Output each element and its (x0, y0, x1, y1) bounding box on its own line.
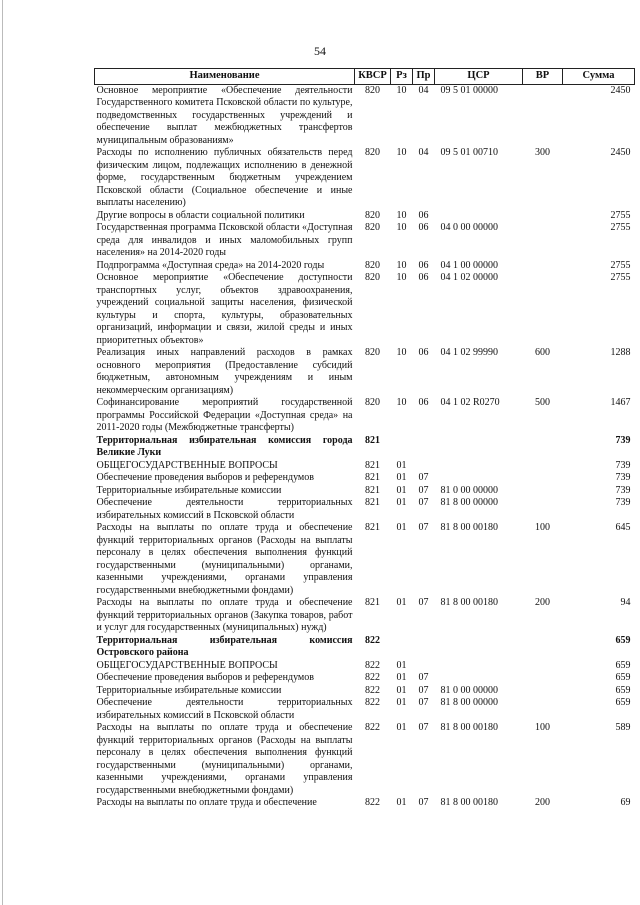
cell-pr: 07 (418, 722, 429, 733)
cell-sum: 659 (615, 684, 631, 696)
cell-sum: 645 (615, 522, 631, 533)
cell-kvsr: 820 (365, 84, 380, 96)
cell-pr: 07 (418, 497, 429, 508)
cell-pr (413, 660, 435, 673)
cell-sum: 659 (615, 634, 631, 646)
cell-name: Территориальная избирательная комиссия города Великие Луки (96, 434, 353, 458)
cell-pr: 07 (418, 522, 429, 533)
cell-vr (523, 435, 563, 460)
cell-name: Обеспечение проведения выборов и референдумов (96, 672, 314, 683)
cell-rz: 10 (396, 84, 407, 96)
table-row (95, 84, 635, 147)
cell-kvsr: 820 (365, 259, 380, 271)
cell-name: Расходы по исполнению публичных обязательств перед физическим лицом, подлежащих исполнению в денежной форме, государственным бюджетным учреждением Псковской области (Социальное обеспечение и иные выплаты населению) (96, 147, 353, 208)
cell-pr: 06 (418, 209, 429, 221)
cell-sum: 69 (620, 797, 631, 808)
header-vr: ВР (523, 69, 563, 85)
header-name: Наименование (95, 69, 355, 85)
cell-csr: 81 8 00 00180 (440, 597, 498, 608)
cell-rz: 01 (396, 797, 407, 808)
cell-pr: 07 (418, 797, 429, 808)
cell-kvsr: 822 (365, 659, 380, 671)
table-row (95, 697, 635, 722)
table-row (95, 460, 635, 473)
header-row (95, 69, 635, 85)
table-row (95, 685, 635, 698)
cell-sum: 739 (615, 459, 631, 471)
cell-rz: 01 (396, 597, 407, 608)
header-csr: ЦСР (435, 69, 523, 85)
cell-vr: 500 (535, 397, 550, 408)
cell-kvsr: 822 (365, 672, 380, 683)
cell-name: Территориальная избирательная комиссия Островского района (96, 634, 353, 658)
cell-rz: 01 (396, 522, 407, 533)
cell-kvsr: 822 (365, 797, 380, 808)
cell-name: Подпрограмма «Доступная среда» на 2014-2020 годы (96, 259, 325, 271)
cell-kvsr: 820 (365, 147, 380, 158)
cell-rz: 01 (396, 459, 407, 471)
cell-vr (523, 272, 563, 347)
table-row (95, 147, 635, 210)
cell-name: Основное мероприятие «Обеспечение деятельности Государственного комитета Псковской области по культуре, подведомственных государственных учреждений и обеспечение выплат межбюджетных трансфертов муниципальным образованиям» (96, 84, 353, 146)
cell-kvsr: 820 (365, 209, 380, 221)
cell-rz: 01 (396, 484, 407, 496)
cell-rz: 01 (396, 672, 407, 683)
cell-sum: 1467 (610, 397, 631, 408)
cell-vr: 200 (535, 797, 550, 808)
cell-sum: 739 (615, 434, 631, 446)
cell-name: Расходы на выплаты по оплате труда и обеспечение (96, 797, 317, 808)
cell-csr: 04 1 00 00000 (440, 259, 498, 271)
header-rz: Рз (391, 69, 413, 85)
cell-name: Расходы на выплаты по оплате труда и обеспечение функций территориальных органов (Расходы на выплаты персоналу в целях обеспечения выполнения функций государственными (муниципальными) органами, казенными учреждениями, органами управления государственными внебюджетными фондами) (96, 522, 353, 596)
table-row (95, 660, 635, 673)
cell-rz: 01 (396, 659, 407, 671)
cell-vr (523, 210, 563, 223)
table-row (95, 497, 635, 522)
cell-pr: 07 (418, 472, 429, 483)
header-sum: Сумма (563, 69, 635, 85)
cell-pr (413, 435, 435, 460)
cell-name: Софинансирование мероприятий государственной программы Российской Федерации «Доступная среда» на 2011-2020 годы (Межбюджетные трансферты) (96, 397, 353, 433)
cell-vr (523, 84, 563, 147)
cell-pr: 06 (418, 222, 429, 233)
cell-csr: 81 8 00 00180 (440, 522, 498, 533)
cell-name: Другие вопросы в области социальной политики (96, 209, 305, 221)
cell-kvsr: 821 (365, 459, 380, 471)
cell-sum: 2755 (610, 209, 631, 221)
table-row (95, 797, 635, 810)
cell-csr: 09 5 01 00710 (440, 147, 498, 158)
cell-rz: 10 (396, 272, 407, 283)
table-row (95, 222, 635, 260)
cell-csr (435, 660, 523, 673)
cell-kvsr: 822 (365, 697, 380, 708)
table-row (95, 397, 635, 435)
cell-rz (391, 435, 413, 460)
cell-vr (523, 485, 563, 498)
cell-name: Расходы на выплаты по оплате труда и обеспечение функций территориальных органов (Закупка товаров, работ и услуг для государственных (муниципальных) нужд) (96, 597, 353, 633)
cell-pr: 07 (418, 597, 429, 608)
header-kvsr: КВСР (355, 69, 391, 85)
table-row (95, 260, 635, 273)
cell-sum: 739 (615, 472, 631, 483)
cell-csr: 04 1 02 00000 (440, 272, 498, 283)
cell-name: Обеспечение деятельности территориальных избирательных комиссий в Псковской области (96, 697, 353, 721)
cell-vr (523, 697, 563, 722)
cell-vr (523, 260, 563, 273)
cell-name: Основное мероприятие «Обеспечение доступности транспортных услуг, объектов здравоохранения, учреждений социальной защиты населения, физической культуры и спорта, культуры, образовательных организаций, информации и связи, жилой среды и иных приоритетных объектов» (96, 272, 353, 346)
cell-vr (523, 672, 563, 685)
cell-kvsr: 820 (365, 272, 380, 283)
cell-csr (435, 210, 523, 223)
cell-kvsr: 822 (365, 684, 380, 696)
cell-sum: 2755 (610, 272, 631, 283)
table-row (95, 672, 635, 685)
cell-csr: 09 5 01 00000 (440, 84, 498, 96)
cell-sum: 589 (615, 722, 631, 733)
cell-kvsr: 821 (365, 522, 380, 533)
cell-pr: 06 (418, 347, 429, 358)
cell-csr: 81 8 00 00000 (440, 697, 498, 708)
cell-sum: 94 (620, 597, 631, 608)
cell-kvsr: 822 (365, 722, 380, 733)
cell-sum: 2755 (610, 222, 631, 233)
cell-pr: 07 (418, 697, 429, 708)
cell-pr: 06 (418, 259, 429, 271)
cell-sum: 2450 (610, 84, 631, 96)
cell-pr: 06 (418, 272, 429, 283)
cell-vr (523, 222, 563, 260)
cell-kvsr: 821 (365, 472, 380, 483)
cell-kvsr: 821 (365, 497, 380, 508)
table-row (95, 210, 635, 223)
cell-kvsr: 821 (365, 597, 380, 608)
page-number: 54 (314, 44, 326, 58)
cell-name: Территориальные избирательные комиссии (96, 484, 282, 496)
cell-kvsr: 820 (365, 347, 380, 358)
cell-csr: 04 1 02 R0270 (440, 397, 500, 408)
cell-rz: 01 (396, 697, 407, 708)
cell-sum: 739 (615, 497, 631, 508)
table-row (95, 722, 635, 797)
cell-csr: 81 0 00 00000 (440, 484, 498, 496)
table-row (95, 272, 635, 347)
cell-rz (391, 635, 413, 660)
cell-csr: 81 8 00 00180 (440, 797, 498, 808)
cell-sum: 739 (615, 484, 631, 496)
cell-name: Реализация иных направлений расходов в рамках основного мероприятия (Предоставление субсидий бюджетным, автономным учреждениям и иным некоммерческим организациям) (96, 347, 353, 396)
cell-rz: 10 (396, 259, 407, 271)
cell-kvsr: 820 (365, 397, 380, 408)
header-pr: Пр (413, 69, 435, 85)
cell-rz: 10 (396, 147, 407, 158)
cell-pr: 06 (418, 397, 429, 408)
table-header (95, 69, 635, 85)
cell-rz: 10 (396, 397, 407, 408)
cell-rz: 10 (396, 347, 407, 358)
cell-csr: 04 1 02 99990 (440, 347, 498, 358)
cell-rz: 01 (396, 497, 407, 508)
cell-sum: 659 (615, 672, 631, 683)
cell-pr: 07 (418, 684, 429, 696)
cell-vr (523, 635, 563, 660)
cell-vr: 200 (535, 597, 550, 608)
cell-csr: 81 0 00 00000 (440, 684, 498, 696)
cell-kvsr: 822 (365, 634, 380, 646)
cell-pr: 07 (418, 484, 429, 496)
cell-sum: 2450 (610, 147, 631, 158)
cell-pr (413, 635, 435, 660)
table-row (95, 597, 635, 635)
cell-name: Расходы на выплаты по оплате труда и обеспечение функций территориальных органов (Расходы на выплаты персоналу в целях обеспечения выполнения функций государственными (муниципальными) органами, казенными учреждениями, органами управления государственными внебюджетными фондами) (96, 722, 353, 796)
cell-vr: 100 (535, 522, 550, 533)
cell-vr: 600 (535, 347, 550, 358)
table-row (95, 347, 635, 397)
cell-sum: 659 (615, 697, 631, 708)
cell-rz: 01 (396, 722, 407, 733)
cell-rz: 01 (396, 472, 407, 483)
cell-csr (435, 635, 523, 660)
table-body (95, 84, 635, 810)
cell-csr (435, 672, 523, 685)
cell-csr: 81 8 00 00000 (440, 497, 498, 508)
cell-kvsr: 820 (365, 222, 380, 233)
budget-table-wrapper (94, 68, 634, 810)
cell-name: Обеспечение проведения выборов и референдумов (96, 472, 314, 483)
cell-pr: 04 (418, 147, 429, 158)
cell-rz: 01 (396, 684, 407, 696)
cell-sum: 1288 (610, 347, 631, 358)
cell-rz: 10 (396, 209, 407, 221)
cell-vr (523, 660, 563, 673)
cell-name: Обеспечение деятельности территориальных избирательных комиссий в Псковской области (96, 497, 353, 521)
cell-pr: 07 (418, 672, 429, 683)
cell-sum: 2755 (610, 259, 631, 271)
cell-pr (413, 460, 435, 473)
cell-vr (523, 497, 563, 522)
cell-kvsr: 821 (365, 434, 380, 446)
cell-csr: 04 0 00 00000 (440, 222, 498, 233)
cell-kvsr: 821 (365, 484, 380, 496)
cell-vr (523, 460, 563, 473)
cell-vr: 300 (535, 147, 550, 158)
cell-rz: 10 (396, 222, 407, 233)
cell-csr (435, 435, 523, 460)
table-row (95, 472, 635, 485)
table-row (95, 635, 635, 660)
cell-csr (435, 460, 523, 473)
budget-table (94, 68, 635, 810)
cell-name: Территориальные избирательные комиссии (96, 684, 282, 696)
cell-sum: 659 (615, 659, 631, 671)
table-row (95, 522, 635, 597)
cell-vr: 100 (535, 722, 550, 733)
cell-pr: 04 (418, 84, 429, 96)
cell-name: Государственная программа Псковской области «Доступная среда для инвалидов и иных маломобильных групп населения» на 2014-2020 годы (96, 222, 353, 258)
table-row (95, 435, 635, 460)
table-row (95, 485, 635, 498)
cell-vr (523, 685, 563, 698)
cell-csr (435, 472, 523, 485)
cell-name: ОБЩЕГОСУДАРСТВЕННЫЕ ВОПРОСЫ (96, 659, 278, 671)
cell-name: ОБЩЕГОСУДАРСТВЕННЫЕ ВОПРОСЫ (96, 459, 278, 471)
scan-edge (2, 0, 3, 905)
cell-vr (523, 472, 563, 485)
cell-csr: 81 8 00 00180 (440, 722, 498, 733)
